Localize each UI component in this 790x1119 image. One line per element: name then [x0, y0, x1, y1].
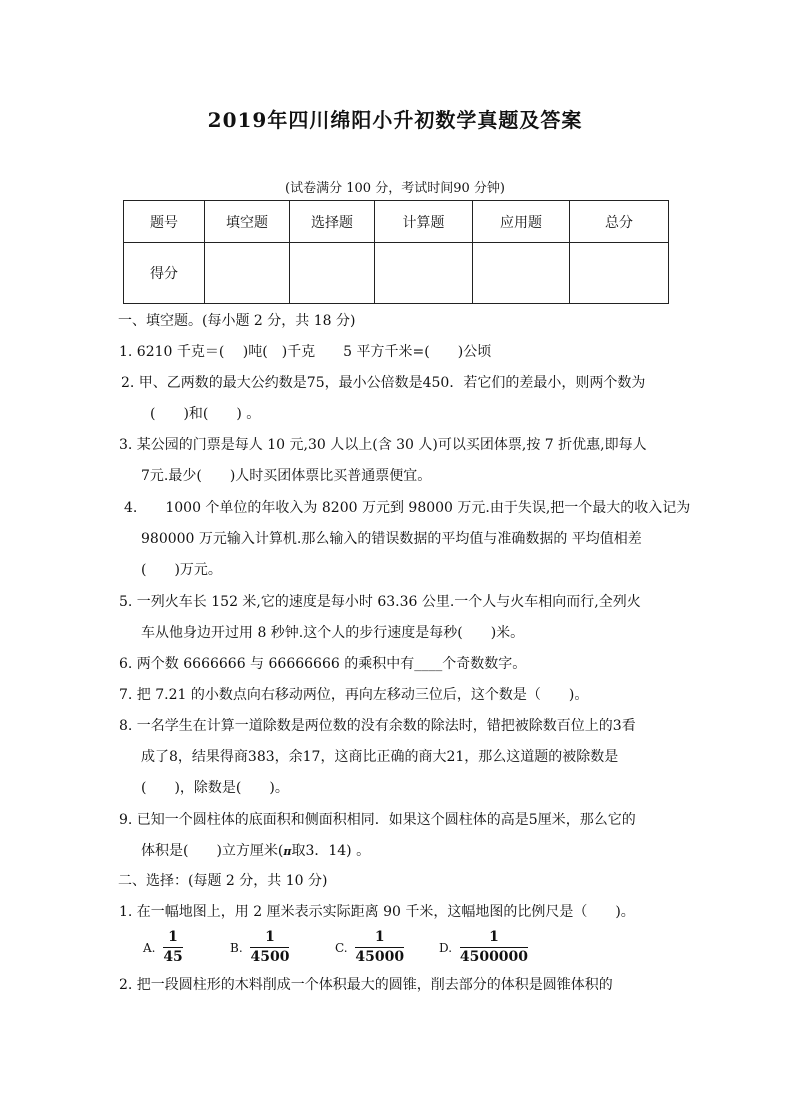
- choice-question-1: 1. 在一幅地图上，用 2 厘米表示实际距离 90 千米，这幅地图的比例尺是（ )。: [119, 904, 635, 920]
- fraction-bar: [355, 947, 404, 948]
- question-4: 4. 1000 个单位的年收入为 8200 万元到 98000 万元.由于失误,把一个最大的收入记为: [124, 500, 691, 516]
- option-b: [230, 930, 289, 965]
- fraction: [163, 930, 182, 965]
- option-letter: C.: [335, 940, 348, 955]
- score-table-header: 填空题: [205, 201, 290, 243]
- choice-question-2: 2. 把一段圆柱形的木料削成一个体积最大的圆锥，削去部分的体积是圆锥体积的: [119, 977, 613, 993]
- score-table-header: 选择题: [290, 201, 375, 243]
- option-c: [335, 930, 404, 965]
- score-table-header-row: [124, 201, 669, 243]
- question-2: 2. 甲、乙两数的最大公约数是75，最小公倍数是450．若它们的差最小，则两个数为: [121, 375, 646, 391]
- question-8-cont: 成了8，结果得商383，余17，这商比正确的商大21，那么这道题的被除数是: [141, 749, 619, 765]
- pi-symbol: π: [283, 845, 292, 858]
- question-9-cont: [141, 842, 370, 861]
- fraction-numerator: 1: [265, 929, 275, 945]
- fraction-numerator: 1: [489, 929, 499, 945]
- question-2-cont: ( )和( ) 。: [150, 406, 261, 422]
- fraction-bar: [163, 947, 182, 948]
- score-cell: [473, 243, 570, 304]
- page-title: 2019年四川绵阳小升初数学真题及答案: [207, 108, 583, 132]
- fraction-bar: [250, 947, 289, 948]
- question-3-cont: 7元.最少( )人时买团体票比买普通票便宜。: [141, 468, 432, 484]
- option-a: [143, 930, 183, 965]
- fraction: [460, 930, 528, 965]
- option-d: [439, 930, 528, 965]
- question-5: 5. 一列火车长 152 米,它的速度是每小时 63.36 公里.一个人与火车相向而行,全列火: [119, 594, 641, 610]
- fraction-denominator: 45000: [355, 949, 405, 965]
- score-cell: [290, 243, 375, 304]
- question-9-text-b: 取3．14) 。: [291, 843, 371, 859]
- option-letter: B.: [230, 940, 243, 955]
- question-6: 6. 两个数 6666666 与 66666666 的乘积中有____个奇数数字。: [119, 656, 527, 672]
- score-table-header: 题号: [124, 201, 205, 243]
- question-8-cont2: ( )，除数是( )。: [141, 780, 289, 796]
- score-table-header: 计算题: [375, 201, 473, 243]
- question-7: 7. 把 7.21 的小数点向右移动两位，再向左移动三位后，这个数是（ )。: [119, 687, 589, 703]
- fraction-denominator: 4500: [250, 949, 290, 965]
- option-letter: A.: [143, 940, 156, 955]
- question-4-cont: 980000 万元输入计算机.那么输入的错误数据的平均值与准确数据的 平均值相差: [141, 531, 642, 547]
- score-table-header: 应用题: [473, 201, 570, 243]
- fraction-numerator: 1: [168, 929, 178, 945]
- score-table-score-row: [124, 243, 669, 304]
- fraction-bar: [460, 947, 528, 948]
- exam-instructions: (试卷满分 100 分，考试时间90 分钟): [285, 181, 505, 196]
- fraction: [355, 930, 404, 965]
- section-heading-fill-in: 一、填空题。(每小题 2 分，共 18 分): [118, 313, 356, 329]
- question-1: 1. 6210 千克＝( )吨( )千克 5 平方千米=( )公顷: [119, 344, 492, 360]
- question-9: 9. 已知一个圆柱体的底面积和侧面积相同．如果这个圆柱体的高是5厘米，那么它的: [119, 812, 636, 828]
- score-cell: [205, 243, 290, 304]
- fraction: [250, 930, 289, 965]
- question-5-cont: 车从他身边开过用 8 秒钟.这个人的步行速度是每秒( )米。: [141, 625, 525, 641]
- fraction-denominator: 45: [163, 949, 183, 965]
- section-heading-choice: 二、选择：(每题 2 分，共 10 分): [118, 873, 328, 889]
- score-row-label: 得分: [124, 243, 205, 304]
- score-table: [123, 200, 669, 304]
- fraction-numerator: 1: [374, 929, 385, 945]
- score-table-header: 总分: [570, 201, 669, 243]
- question-9-text-a: 体积是( )立方厘米(: [141, 843, 284, 859]
- score-cell: [570, 243, 669, 304]
- score-cell: [375, 243, 473, 304]
- option-letter: D.: [439, 940, 453, 955]
- question-8: 8. 一名学生在计算一道除数是两位数的没有余数的除法时，错把被除数百位上的3看: [119, 718, 636, 734]
- fraction-denominator: 4500000: [459, 949, 529, 965]
- question-4-cont2: ( )万元。: [141, 562, 222, 578]
- question-3: 3. 某公园的门票是每人 10 元,30 人以上(含 30 人)可以买团体票,按 7 折优惠,即每人: [119, 437, 647, 453]
